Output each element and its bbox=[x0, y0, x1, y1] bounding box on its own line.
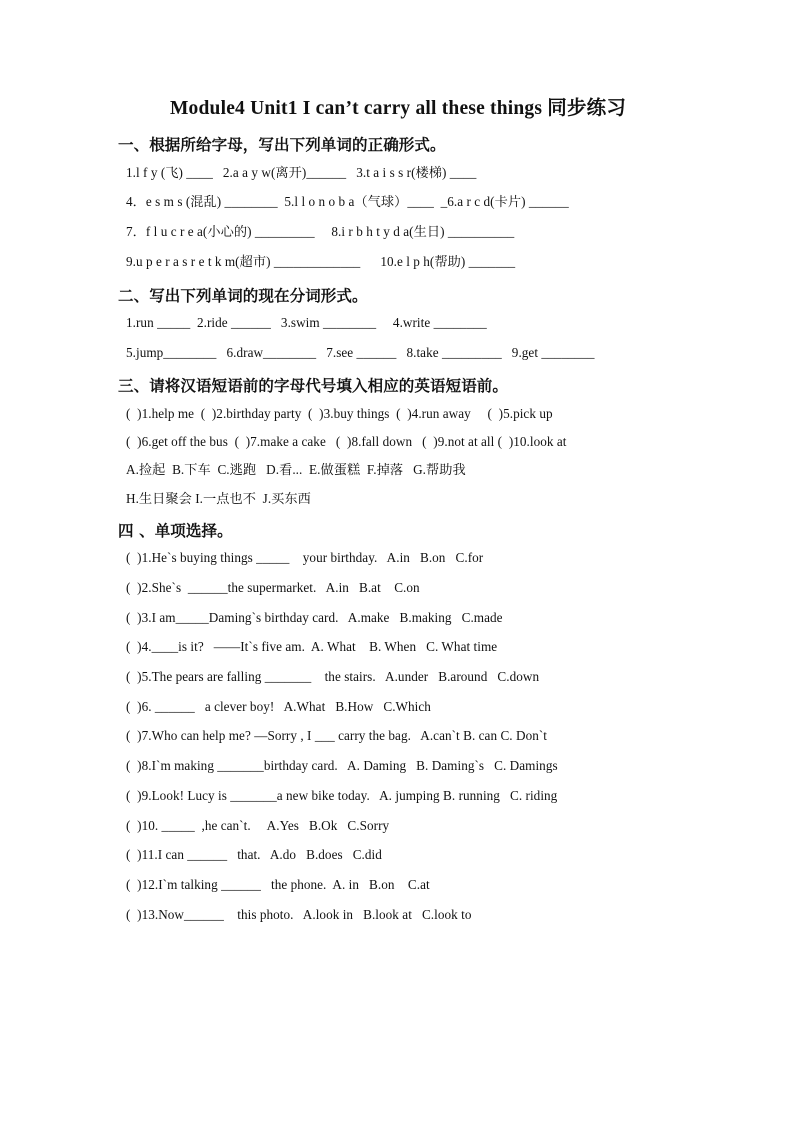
section-heading-4: 四 、单项选择。 bbox=[118, 521, 233, 540]
choice-question: ( )12.I`m talking ______ the phone. A. in B.on C.at bbox=[126, 876, 430, 892]
choice-question: ( )4.____is it? ——It`s five am. A. What B. When C. What time bbox=[126, 639, 498, 655]
exercise-line: 1.l f y (飞) ____ 2.a a y w(离开)______ 3.t a i s s r(楼梯) ____ bbox=[126, 164, 477, 180]
exercise-line: 9.u p e r a s r e t k m(超市) _____________ 10.e l p h(帮助) _______ bbox=[126, 253, 516, 269]
choice-question: ( )1.He`s buying things _____ your birthday. A.in B.on C.for bbox=[126, 550, 484, 566]
exercise-line: 1.run _____ 2.ride ______ 3.swim ________ 4.write ________ bbox=[126, 315, 487, 331]
answer-option-line: H.生日聚会 I.一点也不 J.买东西 bbox=[126, 490, 311, 506]
choice-question: ( )8.I`m making _______birthday card. A. Daming B. Daming`s C. Damings bbox=[126, 758, 558, 774]
exercise-line: ( )1.help me ( )2.birthday party ( )3.buy things ( )4.run away ( )5.pick up bbox=[126, 405, 553, 421]
section-heading-2: 二、写出下列单词的现在分词形式。 bbox=[118, 286, 368, 305]
section-heading-1: 一、根据所给字母，写出下列单词的正确形式。 bbox=[118, 136, 446, 155]
choice-question: ( )2.She`s ______the supermarket. A.in B.at C.on bbox=[126, 579, 420, 595]
exercise-line: 4．e s m s (混乱) ________ 5.l l o n o b a（气球）____ _6.a r c d(卡片) ______ bbox=[126, 194, 569, 210]
exercise-line: 5.jump________ 6.draw________ 7.see ______ 8.take _________ 9.get ________ bbox=[126, 344, 595, 360]
exercise-line: ( )6.get off the bus ( )7.make a cake ( )8.fall down ( )9.not at all ( )10.look at bbox=[126, 434, 567, 450]
choice-question: ( )6. ______ a clever boy! A.What B.How C.Which bbox=[126, 698, 431, 714]
choice-question: ( )9.Look! Lucy is _______a new bike today. A. jumping B. running C. riding bbox=[126, 787, 558, 803]
choice-question: ( )7.Who can help me? —Sorry , I ___ carry the bag. A.can`t B. can C. Don`t bbox=[126, 728, 548, 744]
choice-question: ( )13.Now______ this photo. A.look in B.look at C.look to bbox=[126, 906, 472, 922]
choice-question: ( )3.I am_____Daming`s birthday card. A.make B.making C.made bbox=[126, 609, 503, 625]
choice-question: ( )5.The pears are falling _______ the stairs. A.under B.around C.down bbox=[126, 669, 540, 685]
document-body bbox=[118, 96, 678, 937]
exercise-line: 7．f l u c r e a(小心的) _________ 8.i r b h t y d a(生日) __________ bbox=[126, 224, 515, 240]
section-heading-3: 三、请将汉语短语前的字母代号填入相应的英语短语前。 bbox=[118, 377, 509, 396]
answer-option-line: A.捡起 B.下车 C.逃跑 D.看... E.做蛋糕 F.掉落 G.帮助我 bbox=[126, 462, 466, 478]
page-title: Module4 Unit1 I can’t carry all these things 同步练习 bbox=[169, 98, 627, 119]
choice-question: ( )10. _____ ,he can`t. A.Yes B.Ok C.Sorry bbox=[126, 817, 390, 833]
choice-question: ( )11.I can ______ that. A.do B.does C.did bbox=[126, 847, 382, 863]
